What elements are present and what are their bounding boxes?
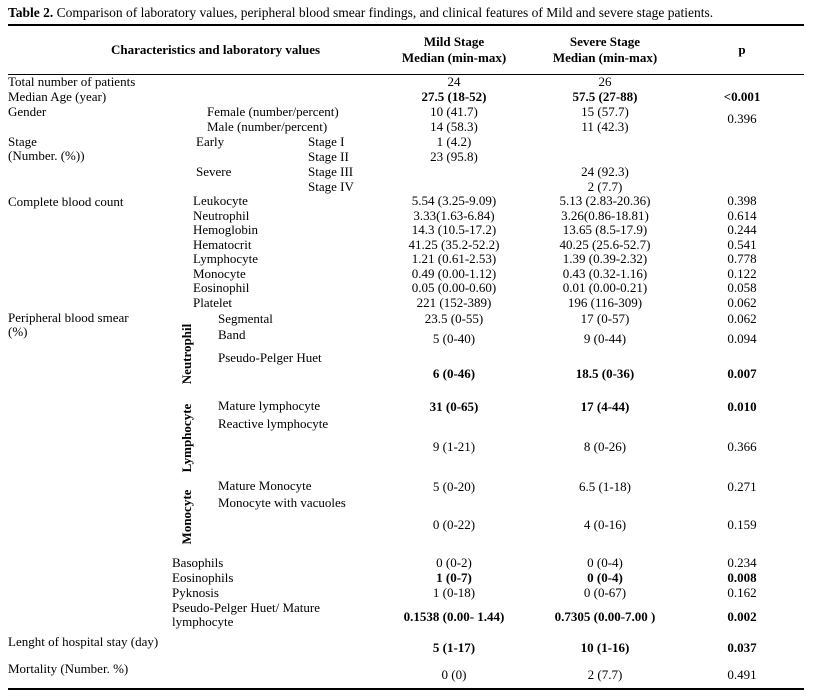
smear-eosinophils-p: 0.008: [727, 569, 757, 585]
smear-segmental-p: 0.062: [727, 310, 757, 326]
stage-ii-sub2: Stage II: [308, 148, 349, 164]
cbc-hematocrit-p: 0.541: [727, 236, 757, 252]
stage-iv-sub2: Stage IV: [308, 178, 354, 194]
cbc-lymphocyte-sub: Lymphocyte: [193, 251, 258, 267]
cbc-neutrophil-severe: 3.26(0.86-18.81): [561, 207, 649, 223]
smear-reactive-lymphocyte-p: 0.366: [727, 439, 757, 454]
total-patients-p: [680, 74, 804, 89]
total-patients-severe: 26: [598, 73, 612, 89]
mortality-severe: 2 (7.7): [587, 666, 623, 682]
cbc-lymphocyte-severe: 1.39 (0.39-2.32): [562, 251, 648, 267]
cbc-leukocyte-severe: 5.13 (2.83-20.36): [559, 193, 651, 209]
row-hospital-stay: [8, 634, 804, 661]
smear-band-mild: 5 (0-40): [432, 330, 476, 346]
smear-monocyte-vacuoles-p: 0.159: [727, 517, 757, 532]
smear-mature-lymphocyte-mild: 31 (0-65): [429, 399, 479, 414]
stage-early-i-label: Stage (Number. (%)): [8, 134, 85, 163]
gender-female-severe: 15 (57.7): [581, 103, 629, 119]
smear-reactive-lymphocyte-mild: 9 (1-21): [432, 439, 476, 454]
row-median-age: [8, 89, 804, 104]
smear-eosinophils-severe: 0 (0-4): [587, 569, 623, 585]
cbc-eosinophil-severe: 0.01 (0.00-0.21): [562, 280, 648, 296]
col-header-mild-stage: [378, 25, 530, 74]
smear-segmental-sub: Segmental: [218, 310, 273, 326]
gender-female-sub: Female (number/percent): [207, 103, 339, 119]
gender-female-label: Gender: [8, 104, 47, 119]
stage-early-i-p: [680, 134, 804, 194]
cbc-monocyte-p: 0.122: [727, 265, 757, 281]
median-age-mild: 27.5 (18-52): [421, 88, 487, 104]
median-age-p: <0.001: [723, 88, 761, 104]
cbc-lymphocyte-p: 0.778: [727, 251, 757, 267]
cbc-platelet-sub: Platelet: [193, 294, 232, 310]
stage-severe-iii-mild: [378, 164, 530, 179]
smear-segmental-label: Peripheral blood smear (%): [8, 310, 129, 339]
smear-pseudo-pelger-huet-mild: 6 (0-46): [432, 366, 476, 381]
smear-band-sub: Band: [218, 327, 246, 342]
smear-pph-mature-lymphocyte-p: 0.002: [727, 609, 757, 624]
cbc-leukocyte-p: 0.398: [727, 193, 757, 209]
row-stage-early-i: [8, 134, 804, 149]
gender-female-mild: 10 (41.7): [430, 103, 478, 119]
smear-eosinophils-sub: Eosinophils: [172, 569, 234, 585]
cbc-hemoglobin-mild: 14.3 (10.5-17.2): [411, 222, 497, 238]
cbc-platelet-severe: 196 (116-309): [567, 294, 643, 310]
smear-mature-monocyte-mild: 5 (0-20): [432, 478, 476, 494]
smear-pseudo-pelger-huet-p: 0.007: [727, 366, 757, 381]
smear-basophils-severe: 0 (0-4): [587, 554, 623, 570]
smear-monocyte-vacuoles-severe: 4 (0-16): [583, 517, 627, 532]
cbc-leukocyte-mild: 5.54 (3.25-9.09): [411, 193, 497, 209]
smear-basophils-p: 0.234: [727, 554, 757, 570]
smear-reactive-lymphocyte-severe: 8 (0-26): [583, 439, 627, 454]
smear-basophils-mild: 0 (0-2): [436, 554, 472, 570]
severe-stage-line1: Severe Stage: [569, 33, 641, 49]
stage-ii-severe: [530, 149, 680, 164]
cbc-neutrophil-p: 0.614: [727, 207, 757, 223]
col-header-characteristics: Characteristics and laboratory values: [8, 25, 378, 74]
row-cbc-leukocyte: [8, 194, 804, 209]
mortality-mild: 0 (0): [441, 666, 467, 682]
stage-early-i-sub: Early: [196, 134, 225, 149]
cbc-hemoglobin-sub: Hemoglobin: [193, 222, 258, 238]
gender-male-mild: 14 (58.3): [430, 118, 478, 134]
hospital-stay-p: 0.037: [727, 639, 757, 655]
stage-iv-severe: 2 (7.7): [587, 178, 623, 194]
gender-female-p: 0.396: [727, 111, 757, 126]
smear-mature-monocyte-rotated-label: Monocyte: [179, 489, 194, 544]
cbc-lymphocyte-mild: 1.21 (0.61-2.53): [411, 251, 497, 267]
stage-severe-iii-severe: 24 (92.3): [581, 163, 629, 179]
smear-eosinophils-mild: 1 (0-7): [436, 569, 472, 585]
row-smear-segmental: [8, 310, 804, 327]
cbc-eosinophil-mild: 0.05 (0.00-0.60): [411, 280, 497, 296]
hospital-stay-mild: 5 (1-17): [432, 639, 476, 655]
stage-early-i-mild: 1 (4.2): [436, 133, 472, 149]
smear-mature-monocyte-p: 0.271: [727, 478, 757, 494]
smear-segmental-rot: [172, 310, 202, 398]
median-age-severe: 57.5 (27-88): [572, 88, 638, 104]
cbc-eosinophil-sub: Eosinophil: [193, 280, 250, 296]
smear-monocyte-vacuoles-mild: 0 (0-22): [432, 517, 476, 532]
stage-iv-mild: [378, 179, 530, 194]
smear-mature-monocyte-rot: [172, 478, 202, 555]
smear-pph-mature-lymphocyte-severe: 0.7305 (0.00-7.00 ): [554, 609, 656, 624]
header-row: [8, 25, 804, 74]
cbc-platelet-mild: 221 (152-389): [416, 294, 492, 310]
cbc-platelet-p: 0.062: [727, 294, 757, 310]
stage-severe-iii-sub2: Stage III: [308, 163, 354, 179]
stage-ii-mild: 23 (95.8): [430, 148, 478, 164]
mild-stage-line2: Median (min-max): [401, 49, 507, 65]
gender-male-severe: 11 (42.3): [581, 118, 629, 134]
cbc-leukocyte-label: Complete blood count: [8, 194, 124, 209]
smear-pph-mature-lymphocyte-sub: Pseudo-Pelger Huet/ Mature lymphocyte: [172, 600, 321, 629]
table-caption: [8, 5, 808, 24]
smear-mature-monocyte-sub: Mature Monocyte: [218, 478, 312, 493]
smear-band-severe: 9 (0-44): [583, 330, 627, 346]
smear-mature-lymphocyte-p: 0.010: [727, 399, 757, 414]
col-header-p-value: p: [680, 25, 804, 74]
cbc-hemoglobin-p: 0.244: [727, 222, 757, 238]
smear-mature-lymphocyte-severe: 17 (4-44): [580, 399, 630, 414]
total-patients-mild: 24: [447, 73, 461, 89]
smear-monocyte-vacuoles-sub: Monocyte with vacuoles: [218, 495, 346, 510]
cbc-eosinophil-p: 0.058: [727, 280, 757, 296]
cbc-monocyte-sub: Monocyte: [193, 265, 246, 281]
cbc-monocyte-severe: 0.43 (0.32-1.16): [562, 265, 648, 281]
smear-mature-monocyte-severe: 6.5 (1-18): [579, 478, 631, 494]
cbc-hemoglobin-severe: 13.65 (8.5-17.9): [562, 222, 648, 238]
smear-pyknosis-severe: 0 (0-67): [583, 584, 627, 600]
smear-band-p: 0.094: [727, 330, 757, 346]
smear-pseudo-pelger-huet-severe: 18.5 (0-36): [575, 366, 635, 381]
smear-pyknosis-mild: 1 (0-18): [432, 584, 476, 600]
mortality-p: 0.491: [727, 666, 757, 682]
smear-segmental-severe: 17 (0-57): [580, 310, 630, 326]
total-patients-label: Total number of patients: [8, 73, 136, 89]
stage-early-i-sub2: Stage I: [308, 133, 345, 149]
cbc-monocyte-mild: 0.49 (0.00-1.12): [411, 265, 497, 281]
median-age-label: Median Age (year): [8, 88, 107, 104]
cbc-hematocrit-sub: Hematocrit: [193, 236, 252, 252]
smear-reactive-lymphocyte-sub: Reactive lymphocyte: [218, 416, 329, 431]
smear-pph-mature-lymphocyte-mild: 0.1538 (0.00- 1.44): [403, 609, 505, 624]
cbc-hematocrit-severe: 40.25 (25.6-52.7): [559, 236, 651, 252]
table-caption-number: Table 2.: [8, 5, 54, 20]
smear-pseudo-pelger-huet-sub: Pseudo-Pelger Huet: [218, 350, 322, 365]
cbc-hematocrit-mild: 41.25 (35.2-52.2): [408, 236, 500, 252]
severe-stage-line2: Median (min-max): [552, 49, 658, 65]
hospital-stay-severe: 10 (1-16): [580, 639, 630, 655]
row-gender-female: [8, 104, 804, 119]
smear-segmental-rotated-label: Neutrophil: [179, 323, 194, 385]
gender-male-sub: Male (number/percent): [207, 118, 328, 134]
table-caption-text: Comparison of laboratory values, peripheral blood smear findings, and clinical features of Mild and severe stage patients.: [53, 5, 714, 20]
cbc-neutrophil-sub: Neutrophil: [193, 207, 250, 223]
smear-segmental-mild: 23.5 (0-55): [424, 310, 484, 326]
cbc-leukocyte-sub: Leukocyte: [193, 193, 248, 209]
mild-stage-line1: Mild Stage: [423, 33, 485, 49]
stage-severe-iii-sub: Severe: [196, 164, 232, 179]
row-mortality: [8, 661, 804, 689]
mortality-label: Mortality (Number. %): [8, 661, 129, 676]
smear-mature-lymphocyte-rotated-label: Lymphocyte: [179, 403, 194, 473]
stage-early-i-severe: [530, 134, 680, 149]
cbc-neutrophil-mild: 3.33(1.63-6.84): [413, 207, 495, 223]
smear-pyknosis-p: 0.162: [727, 584, 757, 600]
comparison-table: [8, 24, 804, 690]
smear-basophils-sub: Basophils: [172, 554, 224, 570]
smear-pyknosis-sub: Pyknosis: [172, 584, 219, 600]
col-header-severe-stage: [530, 25, 680, 74]
smear-mature-lymphocyte-rot: [172, 398, 202, 478]
hospital-stay-label: Lenght of hospital stay (day): [8, 634, 159, 649]
row-total-patients: [8, 74, 804, 89]
smear-mature-lymphocyte-sub: Mature lymphocyte: [218, 398, 321, 413]
